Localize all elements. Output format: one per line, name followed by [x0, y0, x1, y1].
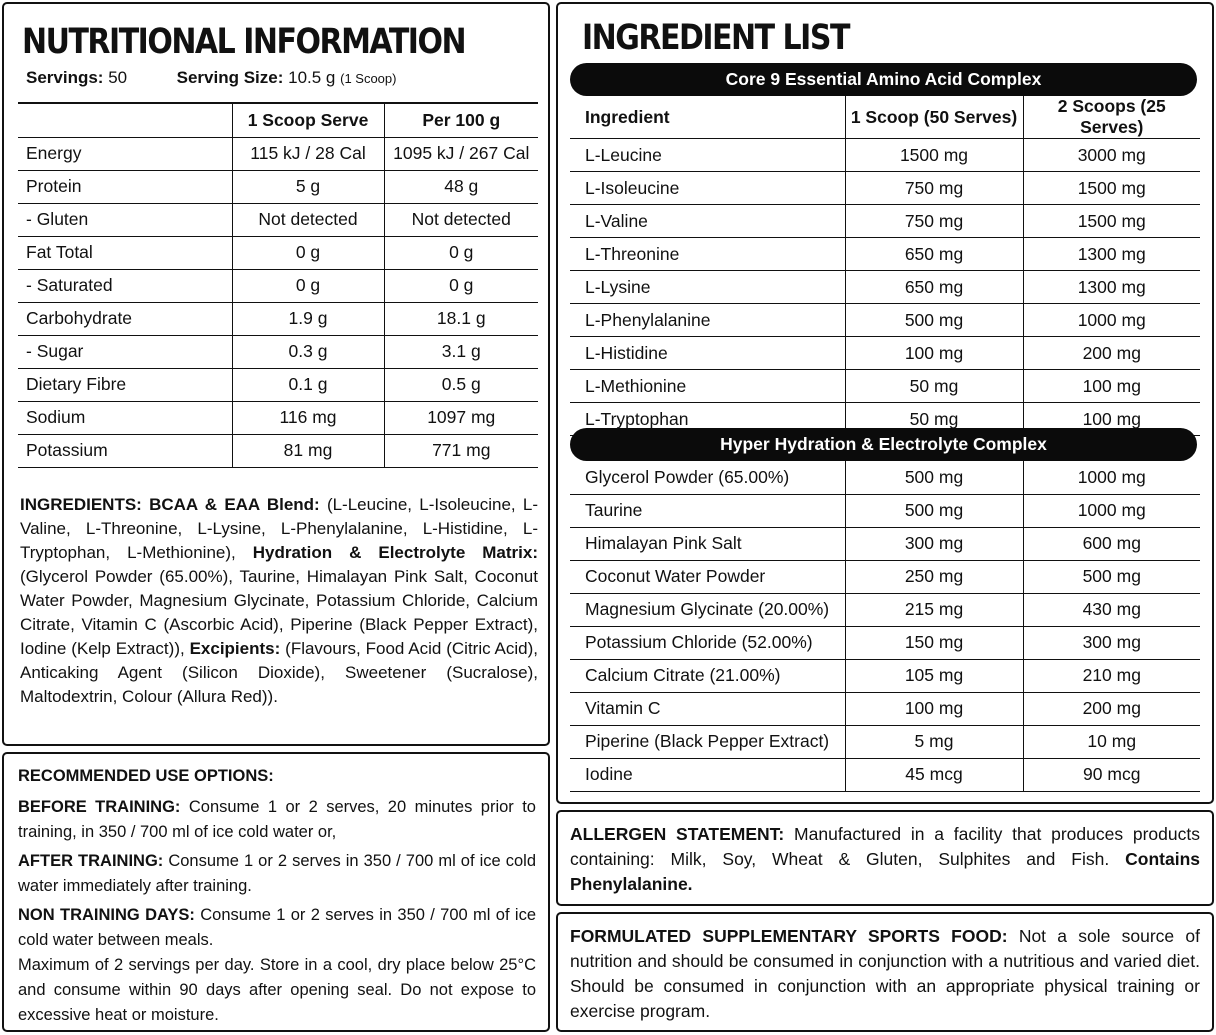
- nutrient-per-100g: 3.1 g: [384, 335, 538, 368]
- nutrition-row: [18, 170, 538, 203]
- nutrient-per-serve: 0 g: [232, 236, 384, 269]
- ingredient-name: Calcium Citrate (21.00%): [570, 659, 845, 692]
- ingredient-1-scoop: 500 mg: [845, 304, 1023, 337]
- nutritional-information-panel: [2, 2, 550, 746]
- ingredient-row: [570, 758, 1200, 791]
- after-training-text: Consume 1 or 2 serves in 350 / 700 ml of ice cold water immediately after training.: [18, 852, 536, 895]
- ingredients-text-3: (Flavours, Food Acid (Citric Acid), Anticaking Agent (Silicon Dioxide), Sweetener (Sucralose), Maltodextrin, Colour (Allura Red)).: [20, 639, 538, 706]
- ingredient-1-scoop: 650 mg: [845, 271, 1023, 304]
- nutrition-row: [18, 434, 538, 467]
- nutrition-header-row: [18, 103, 538, 137]
- nutrient-per-serve: 116 mg: [232, 401, 384, 434]
- ingredient-row: [570, 626, 1200, 659]
- ingredient-2-scoops: 1000 mg: [1023, 494, 1200, 527]
- formulated-statement: [570, 924, 1200, 1024]
- ingredient-1-scoop: 500 mg: [845, 461, 1023, 494]
- ingredient-name: L-Valine: [570, 205, 845, 238]
- allergen-label: ALLERGEN STATEMENT:: [570, 824, 785, 844]
- ingredient-1-scoop: 100 mg: [845, 692, 1023, 725]
- ingredient-row: [570, 593, 1200, 626]
- nutrient-per-serve: 0.1 g: [232, 368, 384, 401]
- nutrient-label: Protein: [18, 170, 232, 203]
- nutrient-per-serve: 5 g: [232, 170, 384, 203]
- nutrient-label: Sodium: [18, 401, 232, 434]
- before-training-text: Consume 1 or 2 serves, 20 minutes prior to training, in 350 / 700 ml of ice cold water or,: [18, 798, 536, 841]
- nutrition-header-per100: Per 100 g: [384, 103, 538, 137]
- ingredients-heading-2: Hydration & Electrolyte Matrix:: [252, 543, 538, 562]
- nutrition-row: [18, 269, 538, 302]
- col-header-1-scoop: 1 Scoop (50 Serves): [845, 96, 1023, 139]
- ingredient-name: L-Methionine: [570, 370, 845, 403]
- allergen-panel: [556, 810, 1214, 906]
- nutrition-header-blank: [18, 103, 232, 137]
- nutrient-label: Fat Total: [18, 236, 232, 269]
- ingredient-row: [570, 527, 1200, 560]
- usage-non-training: [18, 903, 536, 953]
- nutrient-per-serve: 1.9 g: [232, 302, 384, 335]
- complex-1-header: Core 9 Essential Amino Acid Complex: [570, 63, 1197, 96]
- ingredient-name: Coconut Water Powder: [570, 560, 845, 593]
- ingredient-row: [570, 172, 1200, 205]
- ingredient-column-header-row: [570, 96, 1200, 139]
- ingredient-1-scoop: 105 mg: [845, 659, 1023, 692]
- ingredient-name: Magnesium Glycinate (20.00%): [570, 593, 845, 626]
- nutrient-label: - Saturated: [18, 269, 232, 302]
- ingredient-2-scoops: 500 mg: [1023, 560, 1200, 593]
- ingredient-row: [570, 337, 1200, 370]
- usage-storage: Maximum of 2 servings per day. Store in a cool, dry place below 25°C and consume within 90 days after opening seal. Do not expose to excessive heat or moisture.: [18, 956, 536, 1024]
- nutrient-label: Dietary Fibre: [18, 368, 232, 401]
- allergen-statement: [570, 822, 1200, 897]
- ingredient-2-scoops: 100 mg: [1023, 403, 1200, 436]
- ingredient-2-scoops: 1500 mg: [1023, 172, 1200, 205]
- ingredient-name: L-Histidine: [570, 337, 845, 370]
- ingredient-name: Glycerol Powder (65.00%): [570, 461, 845, 494]
- ingredient-2-scoops: 1300 mg: [1023, 271, 1200, 304]
- non-training-text: Consume 1 or 2 serves in 350 / 700 ml of ice cold water between meals.: [18, 906, 537, 949]
- ingredient-row: [570, 205, 1200, 238]
- ingredient-row: [570, 494, 1200, 527]
- ingredient-name: L-Threonine: [570, 238, 845, 271]
- ingredients-heading-3: Excipients:: [189, 639, 281, 658]
- ingredient-1-scoop: 45 mcg: [845, 758, 1023, 791]
- ingredient-row: [570, 370, 1200, 403]
- ingredient-name: L-Tryptophan: [570, 403, 845, 436]
- nutrition-row: [18, 368, 538, 401]
- complex-1-table: [570, 96, 1200, 436]
- nutrient-per-100g: 0.5 g: [384, 368, 538, 401]
- formulated-text: Not a sole source of nutrition and should be consumed in conjunction with a nutritious and varied diet. Should be consumed in conjunction with an appropriate physical training or exercise program.: [570, 926, 1201, 1021]
- ingredient-name: Potassium Chloride (52.00%): [570, 626, 845, 659]
- ingredient-2-scoops: 200 mg: [1023, 337, 1200, 370]
- nutrition-title: NUTRITIONAL INFORMATION: [22, 22, 466, 63]
- ingredient-2-scoops: 10 mg: [1023, 725, 1200, 758]
- ingredient-1-scoop: 500 mg: [845, 494, 1023, 527]
- ingredient-row: [570, 304, 1200, 337]
- nutrient-per-100g: 0 g: [384, 236, 538, 269]
- nutrition-row: [18, 302, 538, 335]
- ingredients-text-2: (Glycerol Powder (65.00%), Taurine, Himalayan Pink Salt, Coconut Water Powder, Magnesium Glycinate, Potassium Chloride, Calcium Citrate, Vitamin C (Ascorbic Acid), Piperine (Black Pepper Extract), Iodine (Kelp Extract)),: [20, 567, 538, 658]
- ingredient-name: Himalayan Pink Salt: [570, 527, 845, 560]
- nutrition-row: [18, 137, 538, 170]
- col-header-2-scoops: 2 Scoops (25 Serves): [1023, 96, 1200, 139]
- serving-size-value: 10.5 g: [288, 68, 336, 87]
- ingredient-name: Piperine (Black Pepper Extract): [570, 725, 845, 758]
- ingredient-name: L-Lysine: [570, 271, 845, 304]
- after-training-label: AFTER TRAINING:: [18, 852, 164, 870]
- ingredient-name: Iodine: [570, 758, 845, 791]
- ingredient-2-scoops: 600 mg: [1023, 527, 1200, 560]
- ingredients-text-1: (L-Leucine, L-Isoleucine, L-Valine, L-Threonine, L-Lysine, L-Phenylalanine, L-Histidine, L-Tryptophan, L-Methionine),: [20, 495, 538, 562]
- ingredient-name: Taurine: [570, 494, 845, 527]
- usage-before-training: [18, 795, 536, 845]
- ingredient-1-scoop: 250 mg: [845, 560, 1023, 593]
- nutrient-label: - Gluten: [18, 203, 232, 236]
- ingredient-1-scoop: 215 mg: [845, 593, 1023, 626]
- nutrient-per-100g: 18.1 g: [384, 302, 538, 335]
- serving-info: [26, 68, 396, 88]
- nutrient-per-serve: 0 g: [232, 269, 384, 302]
- ingredient-list-panel: [556, 2, 1214, 804]
- ingredient-2-scoops: 430 mg: [1023, 593, 1200, 626]
- allergen-text: Manufactured in a facility that produces products containing: Milk, Soy, Wheat & Gluten, Sulphites and Fish.: [570, 824, 1200, 869]
- ingredients-paragraph: [20, 493, 538, 709]
- ingredient-2-scoops: 1000 mg: [1023, 461, 1200, 494]
- nutrient-label: Carbohydrate: [18, 302, 232, 335]
- serving-size-note: (1 Scoop): [340, 71, 397, 86]
- complex-2-header: Hyper Hydration & Electrolyte Complex: [570, 428, 1197, 461]
- nutrition-table: [18, 102, 538, 468]
- nutrient-per-serve: 115 kJ / 28 Cal: [232, 137, 384, 170]
- ingredient-2-scoops: 3000 mg: [1023, 139, 1200, 172]
- formulated-label: FORMULATED SUPPLEMENTARY SPORTS FOOD:: [570, 926, 1008, 946]
- ingredient-1-scoop: 100 mg: [845, 337, 1023, 370]
- nutrition-row: [18, 236, 538, 269]
- servings-value: 50: [108, 68, 128, 87]
- nutrition-row: [18, 203, 538, 236]
- ingredient-row: [570, 238, 1200, 271]
- ingredient-2-scoops: 1300 mg: [1023, 238, 1200, 271]
- before-training-label: BEFORE TRAINING:: [18, 798, 181, 816]
- allergen-contains: Contains Phenylalanine.: [570, 849, 1200, 894]
- col-header-ingredient: Ingredient: [570, 96, 845, 139]
- ingredient-name: L-Phenylalanine: [570, 304, 845, 337]
- usage-heading: RECOMMENDED USE OPTIONS:: [18, 767, 274, 785]
- ingredient-1-scoop: 150 mg: [845, 626, 1023, 659]
- non-training-label: NON TRAINING DAYS:: [18, 906, 195, 924]
- nutrient-per-100g: 1097 mg: [384, 401, 538, 434]
- formulated-panel: [556, 912, 1214, 1032]
- nutrition-header-serve: 1 Scoop Serve: [232, 103, 384, 137]
- nutrient-label: - Sugar: [18, 335, 232, 368]
- ingredient-row: [570, 461, 1200, 494]
- nutrient-per-100g: Not detected: [384, 203, 538, 236]
- ingredient-list-title: INGREDIENT LIST: [582, 18, 849, 59]
- nutrient-per-100g: 48 g: [384, 170, 538, 203]
- ingredient-1-scoop: 650 mg: [845, 238, 1023, 271]
- ingredient-row: [570, 725, 1200, 758]
- ingredient-1-scoop: 50 mg: [845, 403, 1023, 436]
- servings-label: Servings:: [26, 68, 104, 87]
- nutrition-row: [18, 335, 538, 368]
- ingredient-2-scoops: 1000 mg: [1023, 304, 1200, 337]
- ingredient-name: Vitamin C: [570, 692, 845, 725]
- nutrient-per-serve: Not detected: [232, 203, 384, 236]
- nutrient-label: Potassium: [18, 434, 232, 467]
- ingredient-row: [570, 692, 1200, 725]
- ingredient-row: [570, 659, 1200, 692]
- ingredient-2-scoops: 1500 mg: [1023, 205, 1200, 238]
- nutrition-row: [18, 401, 538, 434]
- ingredient-2-scoops: 100 mg: [1023, 370, 1200, 403]
- ingredient-2-scoops: 200 mg: [1023, 692, 1200, 725]
- ingredient-2-scoops: 210 mg: [1023, 659, 1200, 692]
- ingredient-2-scoops: 300 mg: [1023, 626, 1200, 659]
- ingredient-row: [570, 560, 1200, 593]
- nutrient-per-serve: 81 mg: [232, 434, 384, 467]
- ingredient-1-scoop: 750 mg: [845, 172, 1023, 205]
- ingredient-1-scoop: 5 mg: [845, 725, 1023, 758]
- ingredient-name: L-Leucine: [570, 139, 845, 172]
- serving-size-label: Serving Size:: [176, 68, 284, 87]
- nutrient-per-100g: 0 g: [384, 269, 538, 302]
- ingredient-1-scoop: 750 mg: [845, 205, 1023, 238]
- recommended-use-panel: [2, 752, 550, 1032]
- ingredient-1-scoop: 50 mg: [845, 370, 1023, 403]
- nutrient-label: Energy: [18, 137, 232, 170]
- nutrient-per-100g: 771 mg: [384, 434, 538, 467]
- nutrient-per-serve: 0.3 g: [232, 335, 384, 368]
- ingredient-name: L-Isoleucine: [570, 172, 845, 205]
- ingredient-row: [570, 139, 1200, 172]
- ingredient-1-scoop: 300 mg: [845, 527, 1023, 560]
- ingredient-2-scoops: 90 mcg: [1023, 758, 1200, 791]
- nutrient-per-100g: 1095 kJ / 267 Cal: [384, 137, 538, 170]
- ingredient-1-scoop: 1500 mg: [845, 139, 1023, 172]
- complex-2-table: [570, 461, 1200, 792]
- ingredients-heading-1: INGREDIENTS: BCAA & EAA Blend:: [20, 495, 320, 514]
- ingredient-row: [570, 271, 1200, 304]
- usage-after-training: [18, 849, 536, 899]
